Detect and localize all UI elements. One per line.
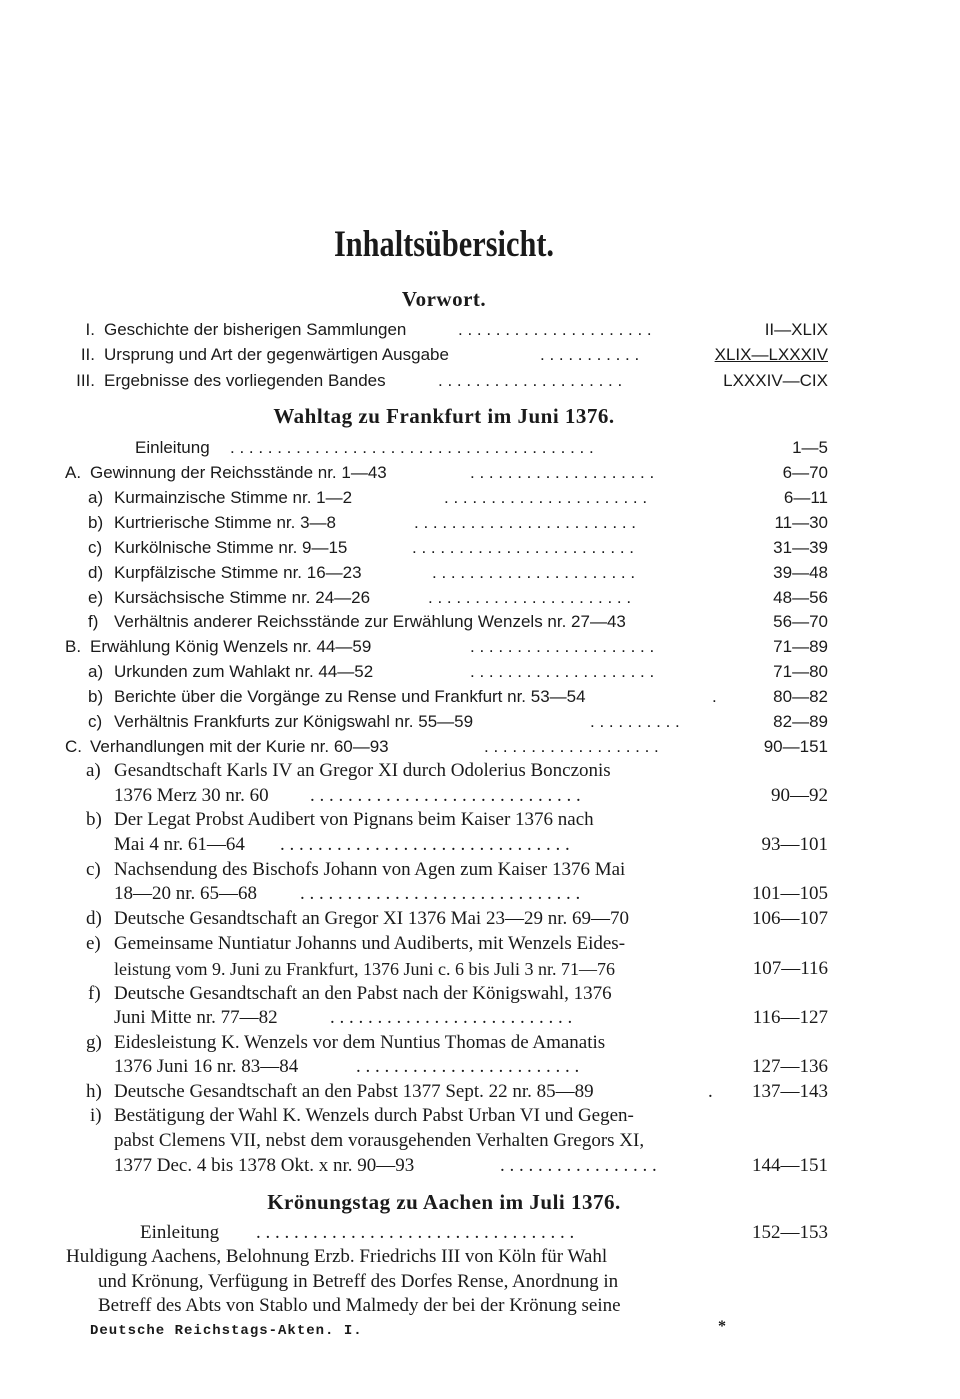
wahltag-heading: Wahltag zu Frankfurt im Juni 1376. bbox=[273, 404, 615, 428]
toc-text: Verhandlungen mit der Kurie nr. 60—93 bbox=[90, 737, 389, 756]
leader-dots: . . . . . . . . . . . bbox=[540, 345, 640, 364]
toc-pages: 90—92 bbox=[771, 785, 828, 806]
toc-text: Bestätigung der Wahl K. Wenzels durch Pabst Urban VI und Gegen- bbox=[114, 1105, 634, 1126]
toc-text: Kurtrierische Stimme nr. 3—8 bbox=[114, 513, 337, 532]
toc-text: Deutsche Gesandtschaft an den Pabst 1377 Sept. 22 nr. 85—89 bbox=[114, 1081, 594, 1102]
toc-text: Kursächsische Stimme nr. 24—26 bbox=[114, 588, 371, 607]
toc-pages: 6—11 bbox=[783, 488, 828, 507]
toc-row bbox=[0, 459, 960, 487]
toc-text: Juni Mitte nr. 77—82 bbox=[114, 1007, 278, 1028]
toc-pages: 56—70 bbox=[773, 612, 828, 631]
toc-pages: XLIX—LXXXIV bbox=[714, 345, 828, 364]
toc-pages: 80—82 bbox=[773, 687, 828, 706]
leader-dots: . . . . . . . . . . . . . . . . . . . . bbox=[470, 662, 655, 681]
toc-row bbox=[0, 1127, 960, 1155]
leader-dots: . . . . . . . . . . . . . . . . . . . . . . . . . . . . . . . . . . bbox=[256, 1222, 575, 1243]
toc-text: 1376 Merz 30 nr. 60 bbox=[114, 785, 269, 806]
toc-text: Eidesleistung K. Wenzels vor dem Nuntius Thomas de Amanatis bbox=[114, 1032, 606, 1053]
toc-text: pabst Clemens VII, nebst dem vorausgehenden Verhalten Gregors XI, bbox=[114, 1130, 645, 1151]
leader-dots: . . . . . . . . . . . . . . . . . . . . . . . . . . . . . . . bbox=[280, 834, 570, 855]
toc-number: f) bbox=[88, 612, 99, 631]
toc-row bbox=[0, 683, 960, 711]
leader-dots: . . . . . . . . . . . . . . . . . . . . . . . . . . . . . bbox=[310, 785, 581, 806]
toc-row bbox=[0, 831, 960, 859]
toc-pages: 152—153 bbox=[752, 1222, 828, 1243]
toc-text: 18—20 nr. 65—68 bbox=[114, 883, 258, 904]
toc-text: 1376 Juni 16 nr. 83—84 bbox=[114, 1056, 299, 1077]
paragraph-line: Betreff des Abts von Stablo und Malmedy der bei der Krönung seine bbox=[98, 1295, 621, 1316]
toc-number: III. bbox=[76, 371, 95, 390]
leader-dots: . . . . . . . . . . . . . . . . . . . . . . . . . . . . . . . . . . . . . . . bbox=[230, 438, 594, 457]
leader-dots: . . . . . . . . . . bbox=[590, 712, 680, 731]
toc-row bbox=[0, 806, 960, 834]
toc-text: Kurpfälzische Stimme nr. 16—23 bbox=[114, 563, 362, 582]
toc-row bbox=[0, 316, 960, 344]
toc-text: Erwählung König Wenzels nr. 44—59 bbox=[90, 637, 372, 656]
toc-text: Gesandtschaft Karls IV an Gregor XI durch Odolerius Bonczonis bbox=[114, 760, 611, 781]
leader-dots: . . . . . . . . . . . . . . . . . . . . . . . . bbox=[356, 1056, 580, 1077]
toc-text: Einleitung bbox=[135, 438, 210, 457]
toc-text: Deutsche Gesandtschaft an Gregor XI 1376 Mai 23—29 nr. 69—70 bbox=[114, 908, 629, 929]
toc-row bbox=[0, 509, 960, 537]
toc-row bbox=[0, 1102, 960, 1130]
toc-text: leistung vom 9. Juni zu Frankfurt, 1376 Juni c. 6 bis Juli 3 nr. 71—76 bbox=[114, 959, 615, 979]
signature-mark: * bbox=[718, 1318, 726, 1335]
paragraph-line: und Krönung, Verfügung in Betreff des Dorfes Rense, Anordnung in bbox=[98, 1271, 619, 1292]
toc-text: Kurkölnische Stimme nr. 9—15 bbox=[114, 538, 348, 557]
leader-dots: . . . . . . . . . . . . . . . . . . . . bbox=[470, 637, 655, 656]
toc-number: b) bbox=[88, 687, 104, 706]
toc-pages: 71—89 bbox=[773, 637, 828, 656]
toc-pages: 1—5 bbox=[792, 438, 828, 457]
paragraph-line: Huldigung Aachens, Belohnung Erzb. Friedrichs III von Köln für Wahl bbox=[66, 1246, 608, 1267]
toc-pages: II—XLIX bbox=[764, 320, 828, 339]
toc-text: Einleitung bbox=[140, 1222, 220, 1243]
toc-pages: 107—116 bbox=[752, 958, 828, 979]
toc-number: A. bbox=[65, 463, 82, 482]
toc-number: c) bbox=[88, 712, 103, 731]
toc-number: i) bbox=[90, 1105, 102, 1126]
vorwort-heading: Vorwort. bbox=[401, 287, 487, 311]
toc-row bbox=[0, 633, 960, 661]
toc-pages: 48—56 bbox=[773, 588, 828, 607]
leader-dots: . . . . . . . . . . . . . . . . . . . . . . bbox=[432, 563, 636, 582]
leader-dots: . . . . . . . . . . . . . . . . . . . . bbox=[470, 463, 655, 482]
toc-pages: 127—136 bbox=[752, 1056, 828, 1077]
leader-dots: . . . . . . . . . . . . . . . . . . . . bbox=[438, 371, 623, 390]
toc-text: Urkunden zum Wahlakt nr. 44—52 bbox=[114, 662, 374, 681]
toc-text: Geschichte der bisherigen Sammlungen bbox=[104, 320, 407, 339]
leader-dots: . . . . . . . . . . . . . . . . . . . . . . . . . . bbox=[330, 1007, 573, 1028]
toc-number: a) bbox=[86, 760, 101, 781]
toc-text: Mai 4 nr. 61—64 bbox=[114, 834, 245, 855]
leader-dots: . . . . . . . . . . . . . . . . . . . . . bbox=[458, 320, 652, 339]
leader-dots: . . . . . . . . . . . . . . . . . . . . . . bbox=[444, 488, 648, 507]
toc-pages: 106—107 bbox=[752, 908, 828, 929]
toc-pages: 90—151 bbox=[763, 737, 828, 756]
toc-row bbox=[0, 1004, 960, 1032]
toc-number: d) bbox=[86, 908, 102, 929]
page-title: Inhaltsübersicht. bbox=[333, 224, 555, 265]
toc-text: Gemeinsame Nuntiatur Johanns und Audiberts, mit Wenzels Eides- bbox=[114, 933, 626, 954]
toc-text: Gewinnung der Reichsstände nr. 1—43 bbox=[90, 463, 387, 482]
toc-number: c) bbox=[88, 538, 103, 557]
leader-dots: . . . . . . . . . . . . . . . . . bbox=[500, 1155, 657, 1176]
toc-pages: 39—48 bbox=[773, 563, 828, 582]
footer-text: Deutsche Reichstags-Akten. I. bbox=[90, 1323, 363, 1339]
toc-pages: 11—30 bbox=[774, 513, 828, 532]
toc-number: a) bbox=[88, 488, 104, 507]
toc-pages: 137—143 bbox=[752, 1081, 828, 1102]
toc-pages: 144—151 bbox=[752, 1155, 828, 1176]
leader-dots: . . . . . . . . . . . . . . . . . . . . . . . . bbox=[414, 513, 636, 532]
toc-text: Ergebnisse des vorliegenden Bandes bbox=[104, 371, 386, 390]
toc-pages: 101—105 bbox=[752, 883, 828, 904]
toc-number: h) bbox=[86, 1081, 102, 1102]
toc-number: d) bbox=[88, 563, 104, 582]
toc-text: Verhältnis anderer Reichsstände zur Erwählung Wenzels nr. 27—43 bbox=[114, 612, 626, 631]
toc-text: 1377 Dec. 4 bis 1378 Okt. x nr. 90—93 bbox=[114, 1155, 415, 1176]
toc-number: g) bbox=[86, 1032, 102, 1053]
toc-text: Nachsendung des Bischofs Johann von Agen zum Kaiser 1376 Mai bbox=[114, 859, 626, 880]
toc-number: b) bbox=[88, 513, 104, 532]
toc-text: Der Legat Probst Audibert von Pignans beim Kaiser 1376 nach bbox=[114, 809, 594, 830]
toc-text: Deutsche Gesandtschaft an den Pabst nach der Königswahl, 1376 bbox=[114, 983, 612, 1004]
toc-pages: 6—70 bbox=[782, 463, 828, 482]
toc-row bbox=[0, 930, 960, 958]
toc-row bbox=[0, 708, 960, 736]
toc-number: C. bbox=[65, 737, 82, 756]
toc-row bbox=[0, 880, 960, 908]
toc-number: e) bbox=[86, 933, 101, 954]
toc-row bbox=[0, 341, 960, 369]
toc-row bbox=[0, 484, 960, 512]
toc-row bbox=[0, 367, 960, 395]
toc-text: Ursprung und Art der gegenwärtigen Ausgabe bbox=[104, 345, 449, 364]
leader-dots: . . . . . . . . . . . . . . . . . . . . . . . . bbox=[412, 538, 634, 557]
toc-row bbox=[0, 955, 960, 983]
toc-text: Kurmainzische Stimme nr. 1—2 bbox=[114, 488, 353, 507]
toc-row bbox=[0, 1053, 960, 1081]
toc-number: B. bbox=[65, 637, 82, 656]
toc-row bbox=[0, 534, 960, 562]
toc-number: II. bbox=[80, 345, 95, 364]
leader-dots: . . . . . . . . . . . . . . . . . . . bbox=[484, 737, 659, 756]
toc-number: a) bbox=[88, 662, 104, 681]
toc-row bbox=[0, 757, 960, 785]
toc-row bbox=[0, 1152, 960, 1180]
toc-row bbox=[0, 434, 960, 462]
leader-dots: . bbox=[708, 1081, 713, 1102]
toc-row bbox=[0, 559, 960, 587]
leader-dots: . . . . . . . . . . . . . . . . . . . . . . bbox=[428, 588, 632, 607]
toc-row bbox=[0, 608, 960, 636]
kroenungstag-heading: Krönungstag zu Aachen im Juli 1376. bbox=[267, 1190, 621, 1214]
toc-number: I. bbox=[85, 320, 95, 339]
toc-number: f) bbox=[88, 983, 101, 1004]
toc-number: c) bbox=[86, 859, 101, 880]
toc-text: Verhältnis Frankfurts zur Königswahl nr. 55—59 bbox=[114, 712, 474, 731]
toc-pages: 116—127 bbox=[752, 1007, 828, 1028]
toc-text: Berichte über die Vorgänge zu Rense und Frankfurt nr. 53—54 bbox=[114, 687, 586, 706]
toc-number: b) bbox=[86, 809, 102, 830]
toc-pages: LXXXIV—CIX bbox=[723, 371, 828, 390]
toc-row bbox=[0, 905, 960, 933]
toc-row bbox=[0, 658, 960, 686]
leader-dots: . bbox=[712, 687, 717, 706]
toc-number: e) bbox=[88, 588, 104, 607]
toc-pages: 71—80 bbox=[773, 662, 828, 681]
toc-pages: 93—101 bbox=[761, 834, 828, 855]
toc-pages: 82—89 bbox=[773, 712, 828, 731]
toc-pages: 31—39 bbox=[773, 538, 828, 557]
leader-dots: . . . . . . . . . . . . . . . . . . . . . . . . . . . . . . bbox=[300, 883, 581, 904]
